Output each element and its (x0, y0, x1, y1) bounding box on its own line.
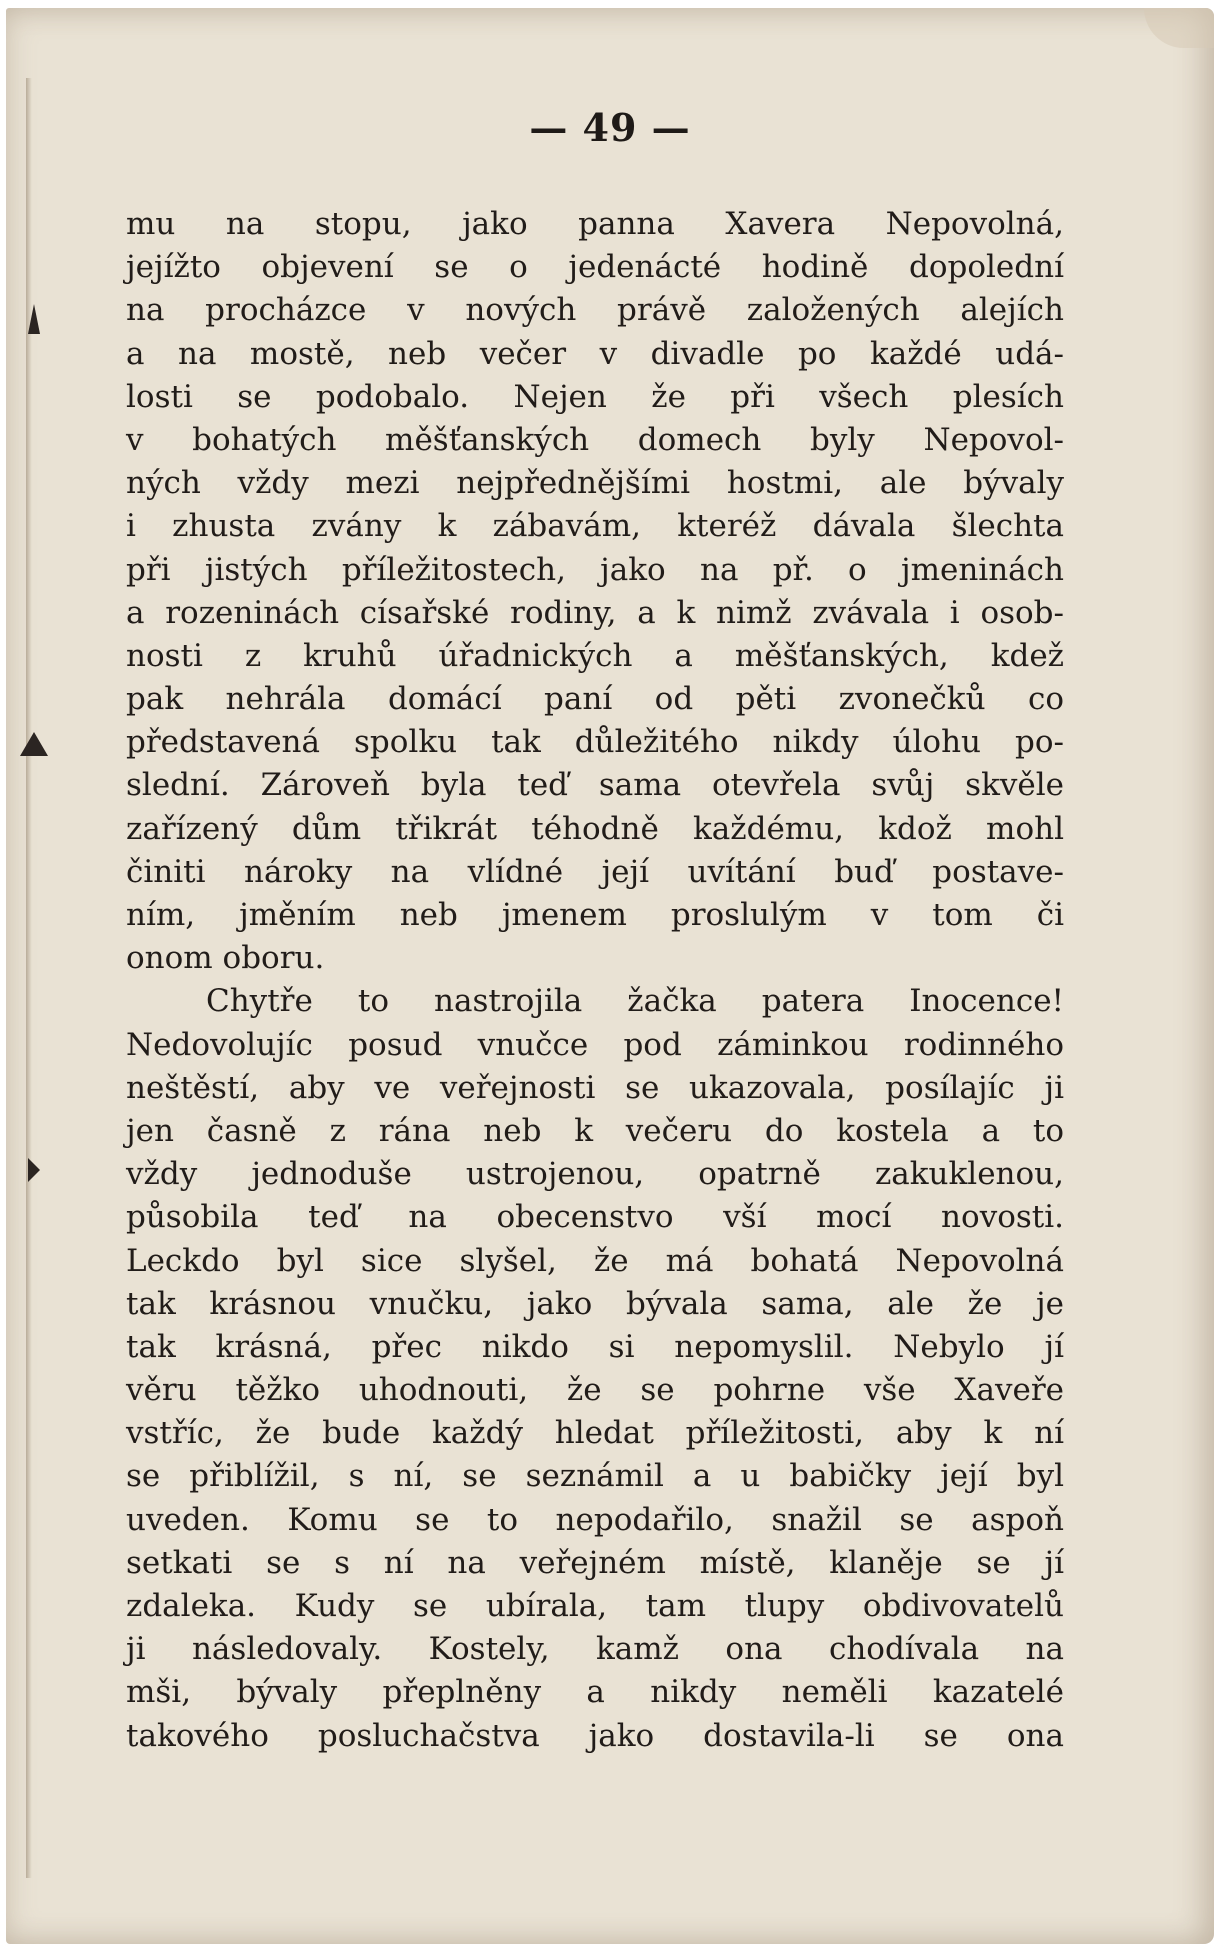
book-page (6, 8, 1214, 1944)
text-line: při jistých příležitostech, jako na př. o jmeninách (126, 551, 1064, 588)
text-line: vstříc, že bude každý hledat příležitosti, aby k ní (126, 1415, 1064, 1452)
text-line: jejížto objevení se o jedenácté hodině dopolední (126, 249, 1064, 286)
text-line: představená spolku tak důležitého nikdy úlohu po- (126, 724, 1064, 761)
text-line: Chytře to nastrojila žačka patera Inocence! (206, 983, 1064, 1020)
text-line: činiti nároky na vlídné její uvítání buď postave- (126, 853, 1064, 890)
binding-edge (26, 78, 32, 1878)
text-line: v bohatých měšťanských domech byly Nepovol- (126, 421, 1064, 458)
text-line: onom oboru. (126, 940, 325, 977)
text-line: Nedovolujíc posud vnučce pod záminkou rodinného (126, 1026, 1064, 1063)
text-line: nosti z kruhů úřadnických a měšťanských, kdež (126, 637, 1064, 674)
text-line: tak krásnou vnučku, jako bývala sama, ale že je (126, 1285, 1064, 1322)
page-corner-shadow (1144, 8, 1214, 48)
text-line: ním, jměním neb jmenem proslulým v tom či (126, 897, 1064, 933)
text-line: tak krásná, přec nikdo si nepomyslil. Nebylo jí (126, 1328, 1064, 1365)
text-line: věru těžko uhodnouti, že se pohrne vše Xaveře (126, 1372, 1064, 1409)
margin-mark-icon (14, 300, 54, 340)
text-line: pak nehrála domácí paní od pěti zvonečků co (126, 681, 1064, 718)
text-line: jen časně z rána neb k večeru do kostela a to (126, 1112, 1064, 1149)
text-line: zařízený dům třikrát téhodně každému, kdož mohl (126, 810, 1064, 847)
text-line: uveden. Komu se to nepodařilo, snažil se aspoň (126, 1501, 1064, 1538)
text-line: a na mostě, neb večer v divadle po každé udá- (126, 335, 1064, 372)
page-number: — 49 — (529, 105, 691, 150)
text-line: ných vždy mezi nejpřednějšími hostmi, ale bývaly (126, 465, 1064, 502)
text-line: vždy jednoduše ustrojenou, opatrně zakuklenou, (126, 1156, 1064, 1193)
text-line: na procházce v nových právě založených alejích (126, 292, 1064, 329)
text-line: neštěstí, aby ve veřejnosti se ukazovala, posílajíc ji (126, 1069, 1064, 1106)
text-line: mši, bývaly přeplněny a nikdy neměli kazatelé (126, 1674, 1064, 1711)
text-line: takového posluchačstva jako dostavila-li se ona (126, 1717, 1064, 1754)
text-line: a rozeninách císařské rodiny, a k nimž zvávala i osob- (126, 594, 1064, 631)
text-line: i zhusta zvány k zábavám, kteréž dávala šlechta (126, 508, 1064, 545)
text-line: Leckdo byl sice slyšel, že má bohatá Nepovolná (126, 1242, 1064, 1279)
text-line: losti se podobalo. Nejen že při všech plesích (126, 378, 1064, 415)
text-line: působila teď na obecenstvo vší mocí novosti. (126, 1199, 1064, 1236)
text-line: slední. Zároveň byla teď sama otevřela svůj skvěle (126, 767, 1064, 804)
text-line: setkati se s ní na veřejném místě, klaněje se jí (126, 1544, 1064, 1581)
body-text (126, 203, 1064, 1758)
text-line: mu na stopu, jako panna Xavera Nepovolná, (126, 206, 1064, 242)
text-line: zdaleka. Kudy se ubírala, tam tlupy obdivovatelů (126, 1588, 1064, 1624)
margin-mark-icon (14, 726, 54, 766)
margin-mark-icon (14, 1150, 54, 1190)
text-line: se přiblížil, s ní, se seznámil a u babičky její byl (126, 1458, 1064, 1495)
text-line: ji následovaly. Kostely, kamž ona chodívala na (126, 1631, 1064, 1668)
